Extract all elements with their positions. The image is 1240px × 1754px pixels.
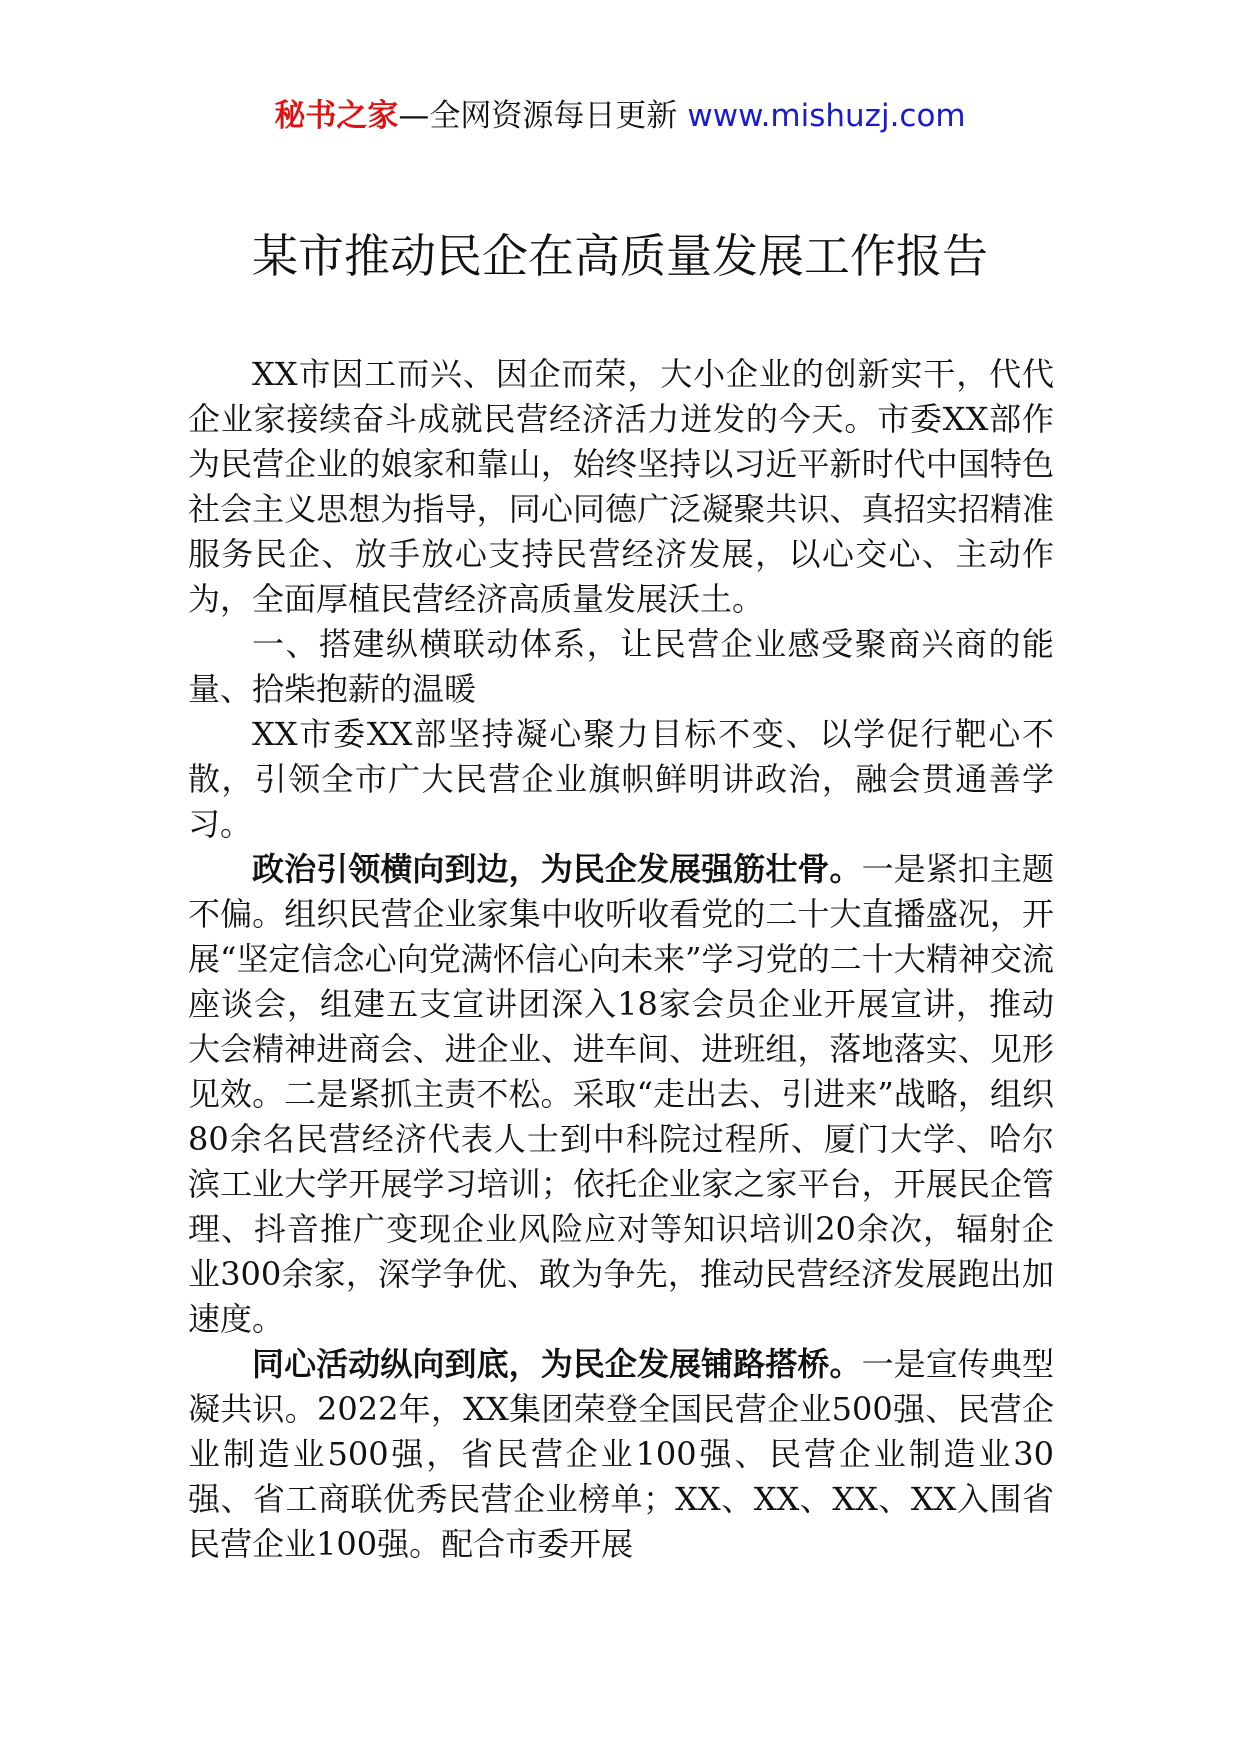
header-separator: —	[398, 98, 430, 134]
paragraph-unity-activities	[188, 1342, 1054, 1567]
paragraph-lead: 同心活动纵向到底，为民企发展铺路搭桥。	[252, 1345, 862, 1383]
paragraph-text: 一是紧扣主题不偏。组织民营企业家集中收听收看党的二十大直播盛况，开展“坚定信念心向党满怀信心向未来”学习党的二十大精神交流座谈会，组建五支宣讲团深入18家会员企业开展宣讲，推动大会精神进商会、进企业、进车间、进班组，落地落实、见形见效。二是紧抓主责不松。采取“走出去、引进来”战略，组织80余名民营经济代表人士到中科院过程所、厦门大学、哈尔滨工业大学开展学习培训；依托企业家之家平台，开展民企管理、抖音推广变现企业风险应对等知识培训20余次，辐射企业300余家，深学争优、敢为争先，推动民营经济发展跑出加速度。	[188, 850, 1054, 1338]
document-body	[188, 352, 1054, 1567]
section-heading: 一、搭建纵横联动体系，让民营企业感受聚商兴商的能量、拾柴抱薪的温暖	[188, 625, 1054, 708]
site-header	[0, 96, 1240, 136]
site-brand: 秘书之家	[274, 98, 399, 134]
paragraph-lead: 政治引领横向到边，为民企发展强筋壮骨。	[252, 850, 862, 888]
intro-paragraph: XX市因工而兴、因企而荣，大小企业的创新实干，代代企业家接续奋斗成就民营经济活力迸发的今天。市委XX部作为民营企业的娘家和靠山，始终坚持以习近平新时代中国特色社会主义思想为指导，同心同德广泛凝聚共识、真招实招精准服务民企、放手放心支持民营经济发展，以心交心、主动作为，全面厚植民营经济高质量发展沃土。	[188, 355, 1054, 618]
document-title: 某市推动民企在高质量发展工作报告	[252, 229, 988, 283]
site-url-link[interactable]: www.mishuzj.com	[687, 98, 966, 134]
section-intro-paragraph: XX市委XX部坚持凝心聚力目标不变、以学促行靶心不散，引领全市广大民营企业旗帜鲜明讲政治，融会贯通善学习。	[188, 715, 1054, 843]
paragraph-text: 一是宣传典型凝共识。2022年，XX集团荣登全国民营企业500强、民营企业制造业500强，省民营企业100强、民营企业制造业30强、省工商联优秀民营企业榜单；XX、XX、XX、XX入围省民营企业100强。配合市委开展	[188, 1345, 1054, 1563]
paragraph-political-guidance	[188, 847, 1054, 1342]
site-tagline: 全网资源每日更新	[429, 98, 678, 134]
